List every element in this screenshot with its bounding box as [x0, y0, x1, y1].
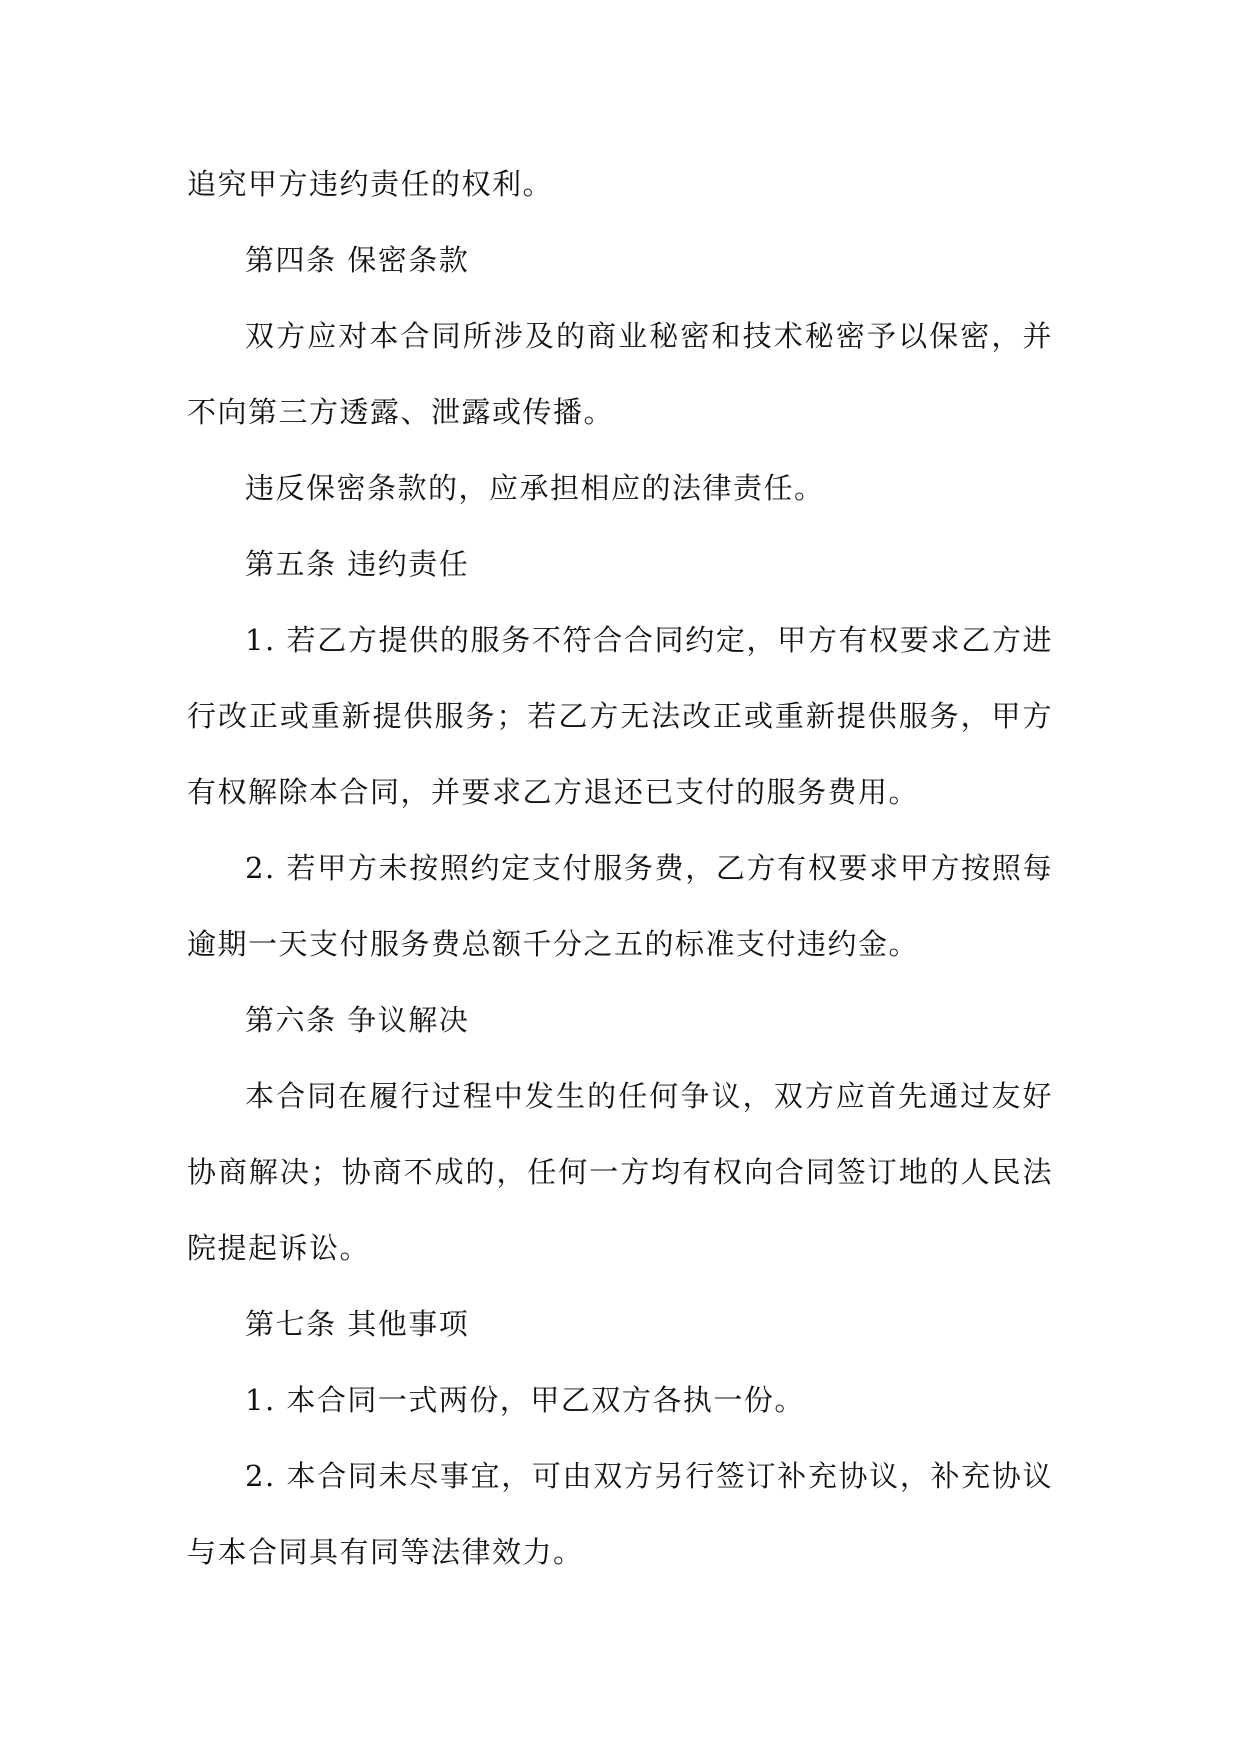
paragraph-other-item-1: 1. 本合同一式两份，甲乙双方各执一份。	[245, 1383, 805, 1417]
paragraph-continuation: 追究甲方违约责任的权利。	[187, 167, 554, 201]
paragraph-dispute-resolution: 本合同在履行过程中发生的任何争议，双方应首先通过友好协商解决；协商不成的，任何一方均有权向合同签订地的人民法院提起诉讼。	[187, 1079, 1053, 1265]
paragraph-confidentiality: 双方应对本合同所涉及的商业秘密和技术秘密予以保密，并不向第三方透露、泄露或传播。	[187, 319, 1053, 429]
document-body	[187, 146, 1053, 1590]
heading-article-6: 第六条 争议解决	[245, 1003, 470, 1037]
paragraph-confidentiality-liability: 违反保密条款的，应承担相应的法律责任。	[245, 471, 825, 505]
paragraph-breach-item-2: 2. 若甲方未按照约定支付服务费，乙方有权要求甲方按照每逾期一天支付服务费总额千分之五的标准支付违约金。	[187, 851, 1053, 961]
heading-article-4: 第四条 保密条款	[245, 243, 470, 277]
paragraph-other-item-2: 2. 本合同未尽事宜，可由双方另行签订补充协议，补充协议与本合同具有同等法律效力。	[187, 1459, 1053, 1569]
heading-article-7: 第七条 其他事项	[245, 1307, 470, 1341]
heading-article-5: 第五条 违约责任	[245, 547, 470, 581]
paragraph-breach-item-1: 1. 若乙方提供的服务不符合合同约定，甲方有权要求乙方进行改正或重新提供服务；若乙方无法改正或重新提供服务，甲方有权解除本合同，并要求乙方退还已支付的服务费用。	[187, 623, 1053, 809]
